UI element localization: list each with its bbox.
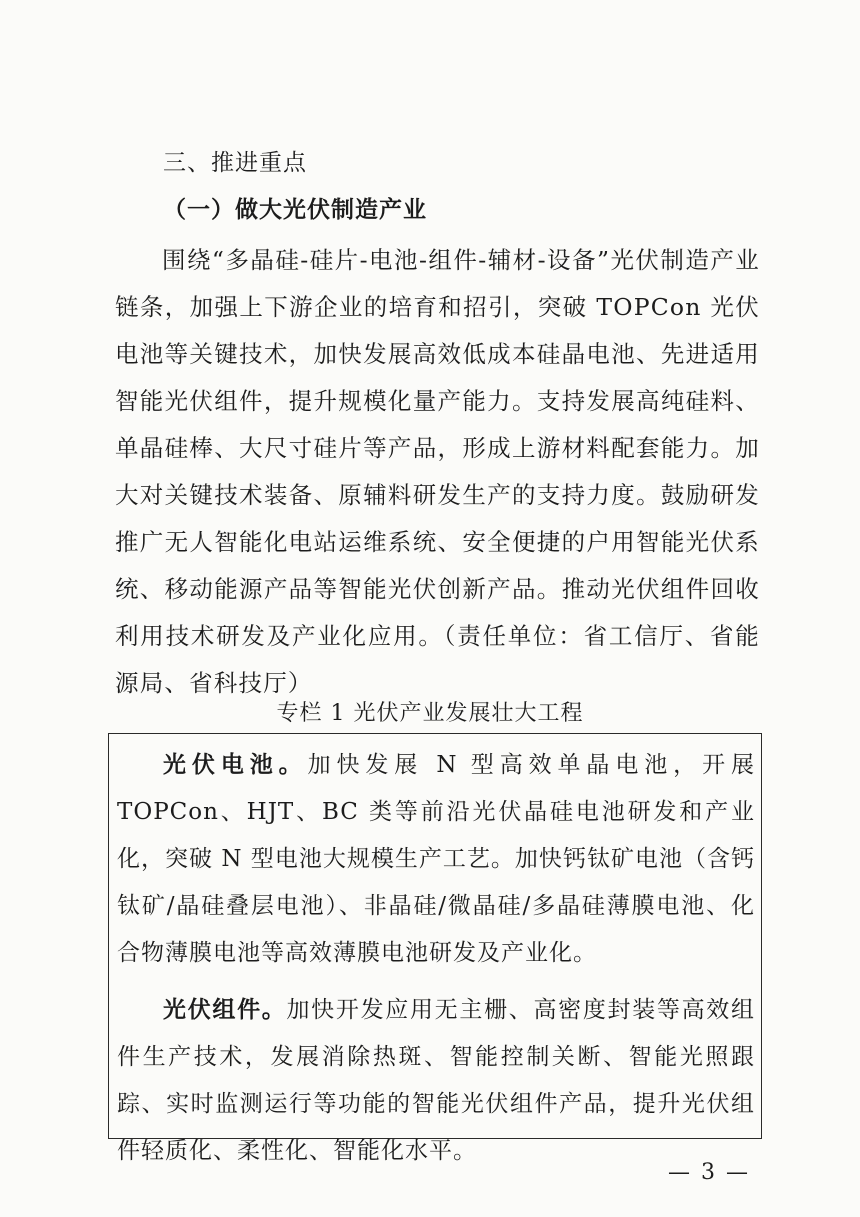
box-item-cells — [117, 742, 755, 977]
page-number: — 3 — — [668, 1160, 750, 1185]
box-item-term: 光伏组件。 — [163, 997, 287, 1023]
subsection-heading: （一）做大光伏制造产业 — [163, 197, 427, 223]
box-item-text: 加快发展 N 型高效单晶电池，开展 TOPCon、HJT、BC 类等前沿光伏晶硅电池研发和产业化，突破 N 型电池大规模生产工艺。加快钙钛矿电池（含钙钛矿/晶硅叠层电池）、非晶硅/微晶硅/多晶硅薄膜电池、化合物薄膜电池等高效薄膜电池研发及产业化。 — [117, 752, 755, 966]
box-title: 专栏 1 光伏产业发展壮大工程 — [276, 701, 584, 726]
box-item-text: 加快开发应用无主栅、高密度封装等高效组件生产技术，发展消除热斑、智能控制关断、智能光照跟踪、实时监测运行等功能的智能光伏组件产品，提升光伏组件轻质化、柔性化、智能化水平。 — [117, 997, 756, 1164]
box-item-modules — [117, 987, 755, 1175]
feature-box — [108, 733, 762, 1164]
main-paragraph: 围绕“多晶硅-硅片-电池-组件-辅材-设备”光伏制造产业链条，加强上下游企业的培育和招引，突破 TOPCon 光伏电池等关键技术，加快发展高效低成本硅晶电池、先进适用智能光伏组件，提升规模化量产能力。支持发展高纯硅料、单晶硅棒、大尺寸硅片等产品，形成上游材料配套能力。加大对关键技术装备、原辅料研发生产的支持力度。鼓励研发推广无人智能化电站运维系统、安全便捷的户用智能光伏系统、移动能源产品等智能光伏创新产品。推动光伏组件回收利用技术研发及产业化应用。（责任单位：省工信厅、省能源局、省科技厅） — [115, 246, 760, 697]
box-item-term: 光伏电池。 — [163, 752, 308, 778]
section-heading: 三、推进重点 — [163, 150, 307, 176]
